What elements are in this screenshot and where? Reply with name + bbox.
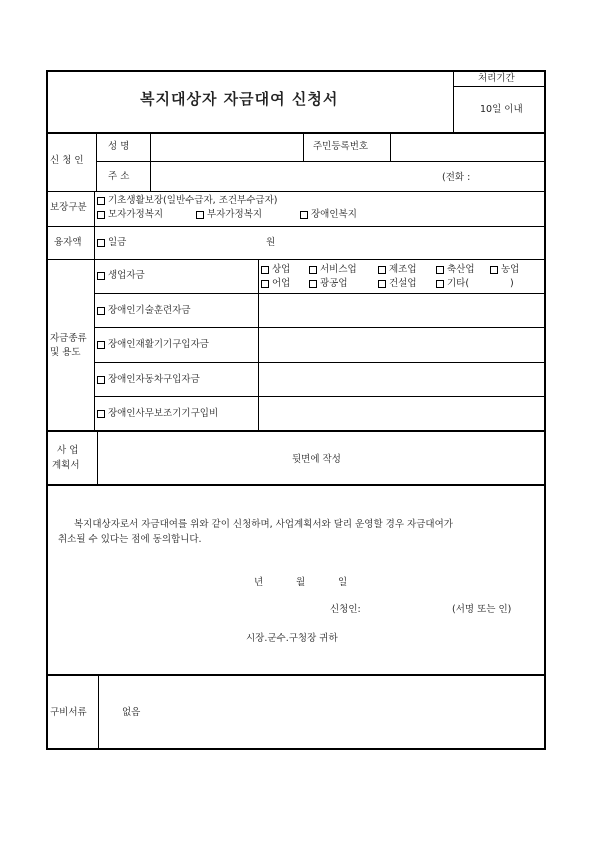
checkbox-fishery[interactable] xyxy=(261,280,269,288)
fund-office-device[interactable]: 장애인사무보조기기구입비 xyxy=(97,408,218,420)
docs-label: 구비서류 xyxy=(50,707,87,718)
plan-value: 뒷면에 작성 xyxy=(292,454,341,465)
divider-applicant xyxy=(46,191,546,192)
address-field[interactable] xyxy=(152,163,442,189)
divider-statement xyxy=(46,674,546,676)
checkbox-manufacture[interactable] xyxy=(378,266,386,274)
checkbox-construction[interactable] xyxy=(378,280,386,288)
checkbox-tech-training[interactable] xyxy=(97,307,105,315)
form-title: 복지대상자 자금대여 신청서 xyxy=(140,90,339,108)
divider-label-column xyxy=(94,191,95,430)
checkbox-vehicle[interactable] xyxy=(97,376,105,384)
checkbox-livelihood[interactable] xyxy=(97,272,105,280)
divider-fund-end xyxy=(46,430,546,432)
date-day: 일 xyxy=(338,577,348,588)
id-number-field[interactable] xyxy=(392,134,544,159)
fund-label-line1: 자금종류 xyxy=(50,333,87,344)
security-option-disabled[interactable]: 장애인복지 xyxy=(300,209,357,221)
checkbox-office-device[interactable] xyxy=(97,410,105,418)
checkbox-livestock[interactable] xyxy=(436,266,444,274)
fund-vehicle[interactable]: 장애인자동차구입자금 xyxy=(97,374,200,386)
divider-applicant-label xyxy=(96,132,97,191)
applicant-signature-label: 신청인: xyxy=(330,604,361,615)
name-field[interactable] xyxy=(152,134,301,159)
biz-agriculture[interactable]: 농업 xyxy=(490,264,519,276)
divider-title-processing xyxy=(453,70,454,132)
divider-fund-3 xyxy=(94,362,546,363)
docs-value: 없음 xyxy=(122,707,141,718)
checkbox-mining[interactable] xyxy=(309,280,317,288)
amount-prefix: 일금 xyxy=(97,237,126,249)
security-option-basic[interactable]: 기초생활보장(일반수급자, 조건부수급자) xyxy=(97,195,277,207)
id-number-label: 주민등록번호 xyxy=(313,141,369,152)
fund-livelihood[interactable]: 생업자금 xyxy=(97,270,145,282)
statement-line2: 취소될 수 있다는 점에 동의합니다. xyxy=(58,534,202,545)
checkbox-service[interactable] xyxy=(309,266,317,274)
checkbox-commerce[interactable] xyxy=(261,266,269,274)
divider-id-label-left xyxy=(303,132,304,161)
biz-manufacture[interactable]: 제조업 xyxy=(378,264,417,276)
divider-name-label xyxy=(150,132,151,191)
checkbox-father[interactable] xyxy=(196,211,204,219)
divider-processing xyxy=(453,86,546,87)
biz-other-close: ) xyxy=(510,278,514,289)
name-label: 성 명 xyxy=(108,141,130,152)
biz-commerce[interactable]: 상업 xyxy=(261,264,290,276)
plan-label-line2: 계획서 xyxy=(52,460,80,471)
biz-other[interactable]: 기타( xyxy=(436,278,469,290)
divider-fund-2 xyxy=(94,327,546,328)
phone-label: (전화 : xyxy=(442,172,471,183)
divider-plan-label xyxy=(97,430,98,484)
date-year: 년 xyxy=(254,577,264,588)
checkbox-other[interactable] xyxy=(436,280,444,288)
fund-tech-training[interactable]: 장애인기술훈련자금 xyxy=(97,305,191,317)
address-label: 주 소 xyxy=(108,171,130,182)
divider-name-address xyxy=(96,161,546,162)
divider-fund-4 xyxy=(94,396,546,397)
divider-id-label-right xyxy=(390,132,391,161)
plan-label-line1: 사 업 xyxy=(57,445,79,456)
checkbox-amount[interactable] xyxy=(97,239,105,247)
security-option-mother[interactable]: 모자가정복지 xyxy=(97,209,163,221)
signature-note: (서명 또는 인) xyxy=(452,604,512,615)
applicant-signature-field[interactable] xyxy=(380,598,450,618)
amount-label: 융자액 xyxy=(54,237,82,248)
biz-construction[interactable]: 건설업 xyxy=(378,278,417,290)
biz-livestock[interactable]: 축산업 xyxy=(436,264,475,276)
divider-security xyxy=(46,226,546,227)
addressee: 시장.군수.구청장 귀하 xyxy=(246,633,338,644)
fund-rehab-device[interactable]: 장애인재활기기구입자금 xyxy=(97,339,209,351)
divider-plan xyxy=(46,484,546,486)
fund-label-line2: 및 용도 xyxy=(50,347,81,358)
security-label: 보장구분 xyxy=(50,202,87,213)
amount-field[interactable] xyxy=(140,230,260,254)
statement-line1: 복지대상자로서 자금대여를 위와 같이 신청하며, 사업계획서와 달리 운영할 경우 자금대여가 xyxy=(74,519,453,530)
processing-period-value: 10일 이내 xyxy=(480,104,523,115)
checkbox-mother[interactable] xyxy=(97,211,105,219)
divider-fund-1 xyxy=(94,293,546,294)
divider-docs-label xyxy=(98,674,99,750)
checkbox-rehab-device[interactable] xyxy=(97,341,105,349)
amount-unit: 원 xyxy=(266,237,276,248)
biz-mining[interactable]: 광공업 xyxy=(309,278,348,290)
biz-fishery[interactable]: 어업 xyxy=(261,278,290,290)
biz-service[interactable]: 서비스업 xyxy=(309,264,357,276)
divider-amount xyxy=(46,259,546,260)
security-option-father[interactable]: 부자가정복지 xyxy=(196,209,262,221)
checkbox-basic[interactable] xyxy=(97,197,105,205)
processing-period-label: 처리기간 xyxy=(478,73,515,84)
applicant-section-label: 신 청 인 xyxy=(50,155,84,166)
divider-fund-options xyxy=(258,259,259,430)
checkbox-agriculture[interactable] xyxy=(490,266,498,274)
checkbox-disabled[interactable] xyxy=(300,211,308,219)
date-month: 월 xyxy=(296,577,306,588)
